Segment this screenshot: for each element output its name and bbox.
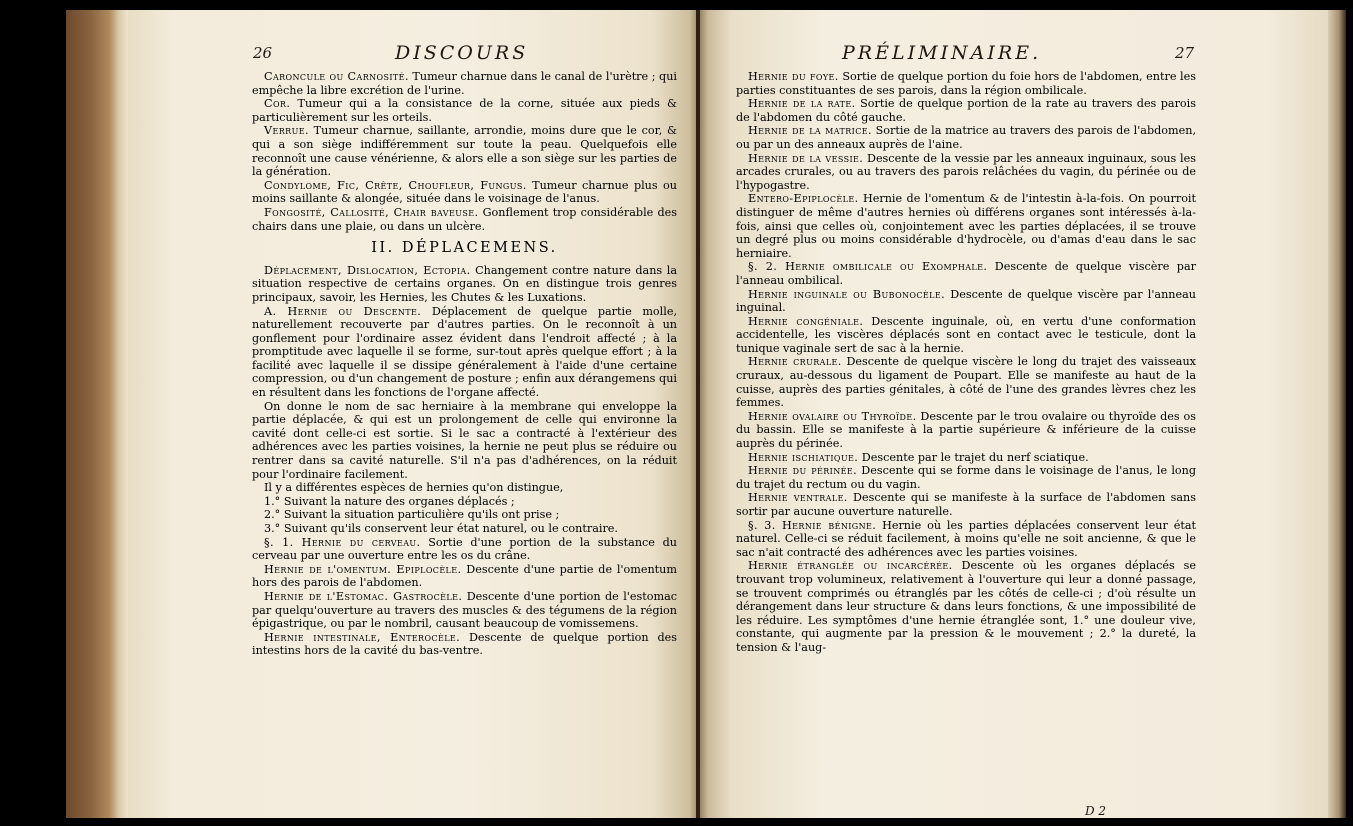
paragraph bbox=[736, 124, 1196, 151]
entry-text: Descente qui se forme dans le voisinage de l'anus, le long du trajet du rectum ou du vagin. bbox=[736, 464, 1197, 491]
book-edge-right bbox=[1328, 10, 1346, 818]
entry-term: Déplacement, Dislocation, Ectopia. bbox=[264, 263, 471, 277]
entry-text: Sortie de quelque portion du foie hors de l'abdomen, entre les parties constituantes de ses parois, dans la région ombilicale. bbox=[736, 70, 1196, 97]
entry-text: Descente de quelque viscère par l'anneau inguinal. bbox=[736, 287, 1196, 315]
entry-term: Hernie ventrale. bbox=[748, 491, 848, 505]
entry-term: Hernie du foye. bbox=[748, 70, 839, 83]
book-gutter bbox=[690, 10, 708, 818]
entry-text: Tumeur charnue plus ou moins saillante & alongée, située dans le voisinage de l'anus. bbox=[252, 178, 677, 206]
paragraph bbox=[736, 355, 1196, 409]
entry-term: §. 2. Hernie ombilicale ou Exomphale. bbox=[748, 260, 988, 274]
entry-term: Condylome, Fic, Crête, Choufleur, Fungus. bbox=[264, 178, 527, 192]
book-edge-left bbox=[66, 10, 128, 818]
entry-text: Descente inguinale, où, en vertu d'une conformation accidentelle, les viscères déplacés sont en contact avec le testicule, dont la tunique vaginale sert de sac à la hernie. bbox=[736, 314, 1196, 355]
entry-text: Déplacement de quelque partie molle, naturellement recouverte par d'autres parties. On le reconnoît à un gonflement pour l'ordinaire assez évident dans l'endroit affecté ; à la promptitude avec laquelle il se forme, sur-tout après quelque effort ; à la facilité avec laquelle il se dissipe généralement à l'aide d'une certaine compression, ou d'un changement de posture ; enfin aux dérangemens qui en résultent dans les fonctions de l'organe affecté. bbox=[252, 304, 677, 400]
entry-text: Changement contre nature dans la situation respective de certains organes. On en distingue trois genres principaux, savoir, les Hernies, les Chutes & les Luxations. bbox=[252, 263, 677, 304]
paragraph bbox=[252, 124, 677, 178]
paragraph bbox=[736, 260, 1196, 287]
paragraph bbox=[252, 631, 677, 658]
paragraph bbox=[252, 305, 677, 400]
entry-text: Descente où les organes déplacés se trouvant trop volumineux, relativement à l'ouverture qui leur a donné passage, se trouvent comprimés ou étranglés par les côtés de celle-ci ; d'où résulte un dérangement dans leur structure & dans leurs fonctions, & une impossibilité de les réduire. Les symptômes d'une hernie étranglée sont, 1.° une douleur vive, constante, qui augmente par la pression & le mouvement ; 2.° la dureté, la tension & l'aug- bbox=[736, 559, 1196, 654]
entry-text: Il y a différentes espèces de hernies qu'on distingue, bbox=[264, 481, 564, 495]
entry-text: Hernie de l'omentum & de l'intestin à-la-fois. On pourroit distinguer de même d'autres hernies où différens organes sont intéressés à-la-fois, ainsi que celles où, conjointement avec les parties déplacées, il se trouve un degré plus ou moins considérable d'hydrocèle, ou d'amas d'eau dans le sac herniaire. bbox=[736, 192, 1196, 260]
paragraph bbox=[736, 152, 1196, 193]
section-title: II. DÉPLACEMENS. bbox=[371, 240, 558, 257]
entry-text: Descente d'une partie de l'omentum hors des parois de l'abdomen. bbox=[252, 562, 677, 590]
entry-text: Tumeur charnue, saillante, arrondie, moins dure que le cor, & qui a son siège indifféremment sur toute la peau. Quelquefois elle reconnoît une cause vénérienne, & alors elle a son siège sur les parties de la génération. bbox=[252, 124, 677, 179]
entry-term: §. 3. Hernie bénigne. bbox=[748, 518, 877, 532]
entry-term: Hernie de la matrice. bbox=[748, 124, 872, 138]
entry-text: On donne le nom de sac herniaire à la membrane qui enveloppe la partie déplacée, & qui est un prolongement de celle qui environne la cavité dont celle-ci est sortie. Si le sac a contracté à l'extérieur des adhérences avec les parties voisines, la hernie ne peut plus se réduire ou rentrer dans sa cavité naturelle. S'il n'a pas d'adhérences, on la réduit pour l'ordinaire facilement. bbox=[252, 399, 677, 481]
entry-text: Sortie de la matrice au travers des parois de l'abdomen, ou par un des anneaux auprès de l'aine. bbox=[736, 124, 1196, 151]
paragraph bbox=[736, 288, 1196, 315]
entry-text: Tumeur qui a la consistance de la corne, située aux pieds & particulièrement sur les orteils. bbox=[252, 97, 677, 124]
entry-term: Caroncule ou Carnosité. bbox=[264, 70, 409, 83]
left-page-number: 26 bbox=[253, 44, 273, 62]
paragraph bbox=[252, 563, 677, 590]
entry-term: Hernie intestinale, Enterocèle. bbox=[264, 630, 461, 644]
right-running-head: PRÉLIMINAIRE. bbox=[842, 42, 1042, 64]
entry-term: Hernie ischiatique. bbox=[748, 450, 859, 464]
entry-text: Hernie où les parties déplacées conservent leur état naturel. Celle-ci se réduit facilement, à moins qu'elle ne soit ancienne, & que le sac n'ait contracté des adhérences avec les parties voisines. bbox=[736, 518, 1196, 559]
paragraph bbox=[736, 70, 1196, 97]
entry-term: A. Hernie ou Descente. bbox=[264, 304, 422, 318]
list-item: 1.° Suivant la nature des organes déplacés ; bbox=[264, 494, 515, 508]
entry-text: Descente de la vessie par les anneaux inguinaux, sous les arcades crurales, ou au travers des parois relâchées du vagin, du périnée ou de l'hypogastre. bbox=[736, 151, 1196, 192]
paragraph bbox=[252, 70, 677, 97]
entry-text: Descente de quelque viscère le long du trajet des vaisseaux cruraux, au-dessous du ligament de Poupart. Elle se manifeste au haut de la cuisse, auprès des parties génitales, à côté de l'une des grandes lèvres chez les femmes. bbox=[736, 355, 1196, 410]
list-item: 2.° Suivant la situation particulière qu'ils ont prise ; bbox=[264, 508, 560, 522]
entry-term: Hernie inguinale ou Bubonocèle. bbox=[748, 287, 946, 301]
paragraph bbox=[736, 97, 1196, 124]
entry-text: Descente par le trou ovalaire ou thyroïde des os du bassin. Elle se manifeste à la partie supérieure & inférieure de la cuisse auprès du périnée. bbox=[736, 409, 1196, 451]
entry-term: Verrue. bbox=[264, 124, 309, 138]
entry-text: Descente qui se manifeste à la surface de l'abdomen sans sortir par aucune ouverture naturelle. bbox=[736, 491, 1196, 518]
entry-text: Descente de quelque portion des intestins hors de la cavité du bas-ventre. bbox=[252, 630, 677, 658]
entry-text: Descente par le trajet du nerf sciatique. bbox=[858, 450, 1089, 464]
paragraph bbox=[252, 590, 677, 631]
paragraph bbox=[252, 97, 677, 124]
paragraph bbox=[252, 264, 677, 305]
left-page-text bbox=[252, 70, 677, 658]
entry-term: Hernie ovalaire ou Thyroïde. bbox=[748, 409, 917, 423]
entry-term: Hernie crurale. bbox=[748, 355, 842, 369]
paragraph bbox=[736, 464, 1196, 491]
entry-term: Hernie de l'omentum. Epiplocèle. bbox=[264, 562, 462, 576]
entry-term: Hernie de la vessie. bbox=[748, 151, 864, 165]
entry-text: Sortie de quelque portion de la rate au travers des parois de l'abdomen du côté gauche. bbox=[736, 97, 1196, 124]
entry-term: Hernie de l'Estomac. Gastrocèle. bbox=[264, 589, 463, 603]
paragraph bbox=[252, 481, 677, 495]
paragraph bbox=[252, 206, 677, 233]
entry-term: Hernie étranglée ou incarcérée. bbox=[748, 559, 953, 573]
entry-term: §. 1. Hernie du cerveau. bbox=[264, 535, 421, 549]
entry-term: Entero-Epiplocèle. bbox=[748, 192, 859, 206]
entry-text: Descente d'une portion de l'estomac par quelqu'ouverture au travers des muscles & des tégumens de la région épigastrique, ou par le nombril, causant beaucoup de vomissemens. bbox=[252, 589, 677, 631]
list-item: 3.° Suivant qu'ils conservent leur état naturel, ou le contraire. bbox=[264, 522, 618, 535]
right-page-text bbox=[736, 70, 1196, 655]
entry-term: Hernie congéniale. bbox=[748, 314, 864, 328]
entry-text: Gonflement trop considérable des chairs dans une plaie, ou dans un ulcère. bbox=[252, 205, 677, 233]
paragraph bbox=[736, 315, 1196, 356]
entry-text: Descente de quelque viscère par l'anneau ombilical. bbox=[736, 260, 1196, 287]
paragraph bbox=[252, 536, 677, 563]
paragraph bbox=[736, 559, 1196, 654]
paragraph bbox=[736, 451, 1196, 465]
paragraph bbox=[736, 491, 1196, 518]
entry-term: Hernie du périnée. bbox=[748, 464, 858, 478]
left-running-head: DISCOURS bbox=[395, 42, 529, 64]
paragraph bbox=[252, 179, 677, 206]
paragraph bbox=[736, 410, 1196, 451]
paragraph bbox=[736, 192, 1196, 260]
entry-term: Hernie de la rate. bbox=[748, 97, 856, 111]
paragraph bbox=[252, 400, 677, 482]
entry-text: Sortie d'une portion de la substance du cerveau par une ouverture entre les os du crâne. bbox=[252, 535, 677, 563]
paragraph bbox=[736, 519, 1196, 560]
entry-term: Fongosité, Callosité, Chair baveuse. bbox=[264, 205, 479, 219]
right-page-number: 27 bbox=[1175, 44, 1195, 62]
signature-mark: D 2 bbox=[1085, 804, 1107, 818]
entry-term: Cor. bbox=[264, 97, 291, 111]
entry-text: Tumeur charnue dans le canal de l'urètre ; qui empêche la libre excrétion de l'urine. bbox=[252, 70, 677, 97]
